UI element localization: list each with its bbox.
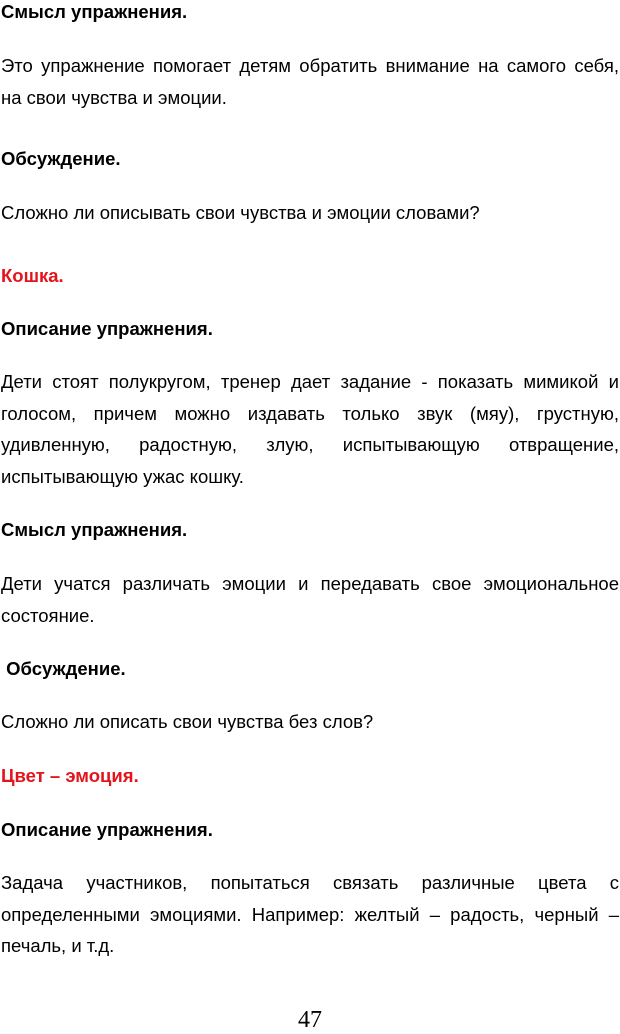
page-number: 47 bbox=[298, 1007, 322, 1033]
section-heading-discussion: Обсуждение. bbox=[1, 148, 121, 169]
paragraph-cat-discussion-question: Сложно ли описать свои чувства без слов? bbox=[1, 711, 374, 732]
exercise-title-cat: Кошка. bbox=[1, 265, 64, 286]
section-heading-description: Описание упражнения. bbox=[1, 819, 213, 840]
section-heading-discussion: Обсуждение. bbox=[1, 658, 126, 679]
section-heading-meaning: Смысл упражнения. bbox=[1, 1, 188, 22]
exercise-title-color-emotion: Цвет – эмоция. bbox=[1, 765, 139, 786]
paragraph-color-emotion-description: Задача участников, попытаться связать различные цвета с определенными эмоциями. Например: желтый – радость, черный – печаль, и т.д. bbox=[1, 872, 619, 956]
paragraph-discussion-question: Сложно ли описывать свои чувства и эмоции словами? bbox=[1, 202, 480, 223]
section-heading-description: Описание упражнения. bbox=[1, 318, 213, 339]
paragraph-meaning-text: Это упражнение помогает детям обратить внимание на самого себя, на свои чувства и эмоции. bbox=[1, 55, 619, 108]
section-heading-meaning: Смысл упражнения. bbox=[1, 519, 188, 540]
paragraph-cat-meaning: Дети учатся различать эмоции и передавать свое эмоциональное состояние. bbox=[1, 573, 619, 626]
paragraph-cat-description: Дети стоят полукругом, тренер дает задание - показать мимикой и голосом, причем можно издавать только звук (мяу), грустную, удивленную, радостную, злую, испытывающую отвращение, испытывающую ужас кошку. bbox=[1, 371, 619, 487]
